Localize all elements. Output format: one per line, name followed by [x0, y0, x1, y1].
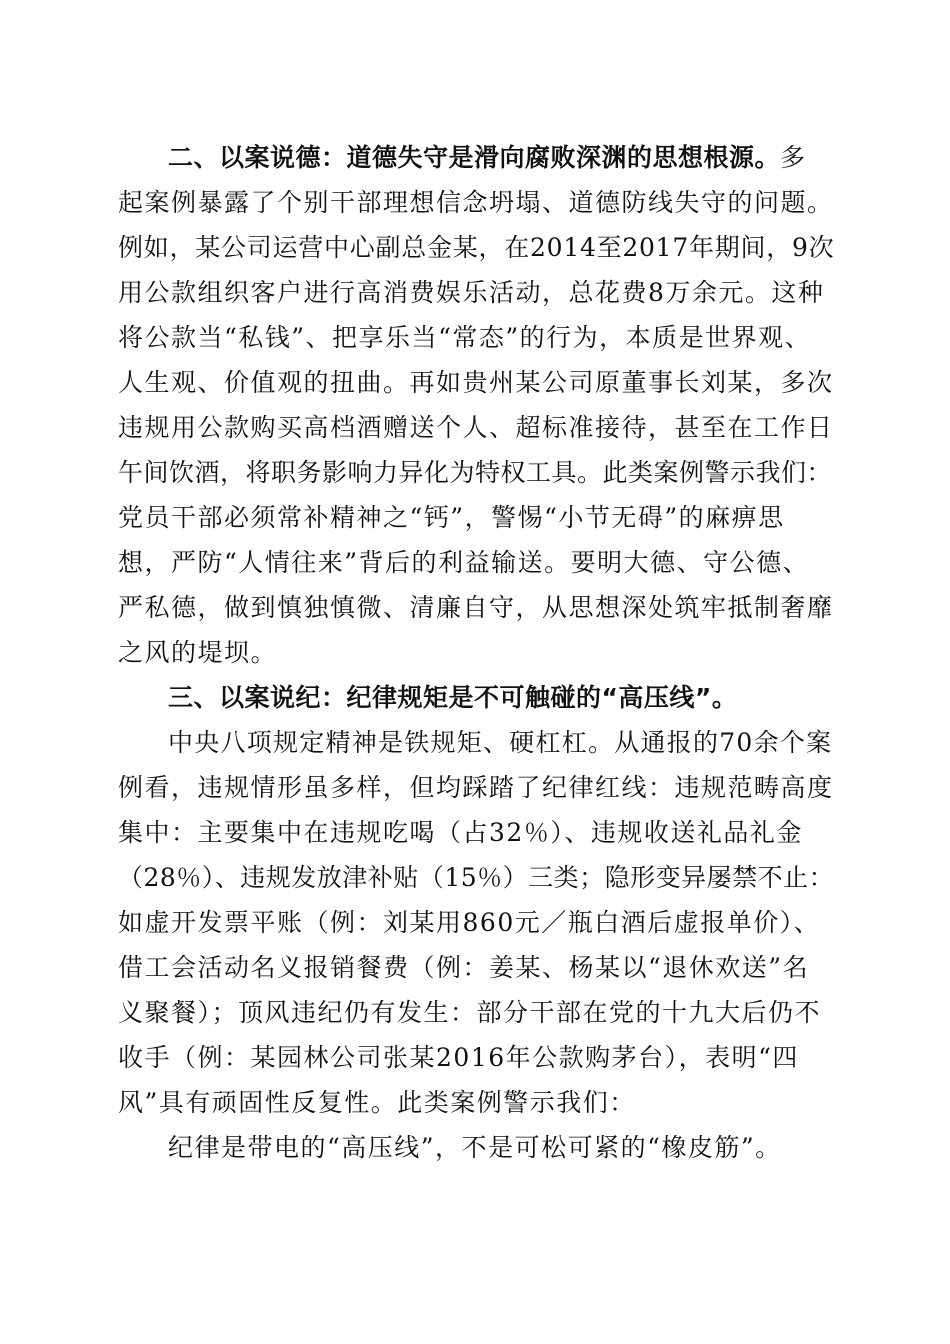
paragraph-line: 将公款当“私钱”、把享乐当“常态”的行为，本质是世界观、: [118, 323, 812, 352]
paragraph-line: 起案例暴露了个别干部理想信念坍塌、道德防线失守的问题。: [118, 188, 834, 217]
paragraph-line: 用公款组织客户进行高消费娱乐活动，总花费8万余元。这种: [118, 278, 825, 307]
paragraph-line: 党员干部必须常补精神之“钙”，警惕“小节无碍”的麻痹思: [118, 503, 785, 532]
paragraph-line: 收手（例：某园林公司张某2016年公款购茅台），表明“四: [118, 1043, 799, 1072]
paragraph-line: 纪律是带电的“高压线”，不是可松可紧的“橡皮筋”。: [168, 1133, 782, 1162]
paragraph-line: [168, 676, 737, 720]
paragraph-line: 午间饮酒，将职务影响力异化为特权工具。此类案例警示我们：: [118, 458, 833, 487]
paragraph-line: 集中：主要集中在违规吃喝（占32％）、违规收送礼品礼金: [118, 818, 803, 847]
paragraph-line: 人生观、价值观的扭曲。再如贵州某公司原董事长刘某，多次: [118, 368, 834, 397]
paragraph-line: 严私德，做到慎独慎微、清廉自守，从思想深处筑牢抵制奢靡: [118, 593, 834, 622]
paragraph-line: 想，严防“人情往来”背后的利益输送。要明大德、守公德、: [118, 548, 810, 577]
section-heading: 三、以案说纪：纪律规矩是不可触碰的“高压线”。: [168, 683, 738, 712]
paragraph-line: 例如，某公司运营中心副总金某，在2014至2017年期间，9次: [118, 233, 835, 262]
paragraph-line: 义聚餐）；顶风违纪仍有发生：部分干部在党的十九大后仍不: [118, 998, 822, 1027]
paragraph-line: [168, 136, 807, 180]
paragraph-line: 中央八项规定精神是铁规矩、硬杠杠。从通报的70余个案: [168, 728, 833, 757]
paragraph-line: （28％）、违规发放津补贴（15％）三类；隐形变异屡禁不止：: [118, 863, 835, 892]
line-text: 多: [780, 143, 807, 172]
paragraph-line: 如虚开发票平账（例：刘某用860元／瓶白酒后虚报单价）、: [118, 908, 821, 937]
paragraph-line: 例看，违规情形虽多样，但均踩踏了纪律红线：违规范畴高度: [118, 773, 834, 802]
section-heading: 二、以案说德：道德失守是滑向腐败深渊的思想根源。: [168, 143, 781, 172]
paragraph-line: 之风的堤坝。: [118, 638, 278, 667]
paragraph-line: 借工会活动名义报销餐费（例：姜某、杨某以“退休欢送”名: [118, 953, 810, 982]
paragraph-line: 违规用公款购买高档酒赠送个人、超标准接待，甚至在工作日: [118, 413, 834, 442]
paragraph-line: 风”具有顽固性反复性。此类案例警示我们：: [118, 1088, 636, 1117]
